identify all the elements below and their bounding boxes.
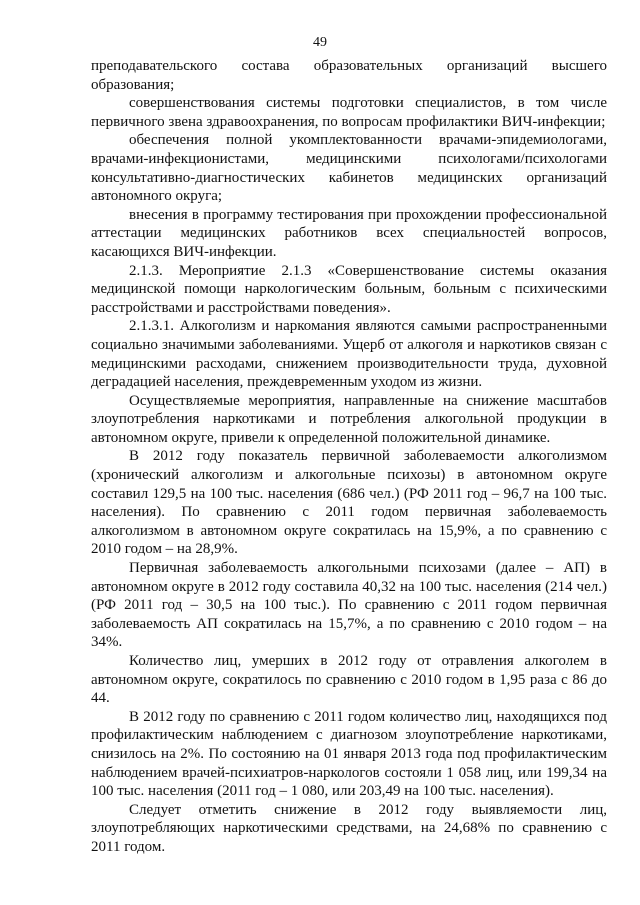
- paragraph-10: Количество лиц, умерших в 2012 году от отравления алкоголем в автономном округе, сократилось по сравнению с 2010 годом в 1,95 раза с 86 до 44.: [91, 653, 607, 707]
- paragraph-1: преподавательского состава образовательных организаций высшего образования;: [91, 58, 607, 93]
- paragraph-4: внесения в программу тестирования при прохождении профессиональной аттестации медицинских работников всех специальностей вопросов, касающихся ВИЧ-инфекции.: [91, 206, 607, 260]
- paragraph-11: В 2012 году по сравнению с 2011 годом количество лиц, находящихся под профилактическим наблюдением с диагнозом злоупотребление наркотиками, снизилось на 2%. По состоянию на 01 января 2013 года под профилактическим наблюдением врачей-психиатров-наркологов состояли 1 058 лиц, или 199,34 на 100 тыс. населения (2011 год – 1 080, или 203,49 на 100 тыс. населения).: [91, 708, 607, 800]
- paragraph-9: Первичная заболеваемость алкогольными психозами (далее – АП) в автономном округе в 2012 году составила 40,32 на 100 тыс. населения (214 чел.) (РФ 2011 год – 30,5 на 100 тыс.). По сравнению с 2011 годом первичная заболеваемость АП сократилась на 15,7%, а по сравнению с 2010 годом – на 34%.: [91, 560, 607, 651]
- paragraph-6: 2.1.3.1. Алкоголизм и наркомания являются самыми распространенными социально значимыми заболеваниями. Ущерб от алкоголя и наркотиков связан с медицинскими расходами, снижением производительности труда, духовной деградацией населения, преждевременным уходом из жизни.: [91, 318, 607, 391]
- page-number: 49: [313, 35, 327, 50]
- document-body: [91, 57, 607, 857]
- paragraph-2: совершенствования системы подготовки специалистов, в том числе первичного звена здравоохранения, по вопросам профилактики ВИЧ-инфекции;: [91, 95, 607, 130]
- paragraph-5: 2.1.3. Мероприятие 2.1.3 «Совершенствование системы оказания медицинской помощи наркологическим больным, больным с психическими расстройствами и расстройствами поведения».: [91, 262, 607, 316]
- paragraph-8: В 2012 году показатель первичной заболеваемости алкоголизмом (хронический алкоголизм и алкогольные психозы) в автономном округе составил 129,5 на 100 тыс. населения (686 чел.) (РФ 2011 год – 96,7 на 100 тыс. населения). По сравнению с 2011 годом первичная заболеваемость алкоголизмом в автономном округе сократилась на 15,9%, а по сравнению с 2010 годом – на 28,9%.: [91, 448, 607, 558]
- paragraph-3: обеспечения полной укомплектованности врачами-эпидемиологами, врачами-инфекционистами, медицинскими психологами/психологами консультативно-диагностических кабинетов медицинских организаций автономного округа;: [91, 132, 607, 205]
- paragraph-12: Следует отметить снижение в 2012 году выявляемости лиц, злоупотребляющих наркотическими средствами, на 24,68% по сравнению с 2011 годом.: [91, 801, 607, 855]
- paragraph-7: Осуществляемые мероприятия, направленные на снижение масштабов злоупотребления наркотиками и потребления алкогольной продукции в автономном округе, привели к определенной положительной динамике.: [91, 392, 607, 446]
